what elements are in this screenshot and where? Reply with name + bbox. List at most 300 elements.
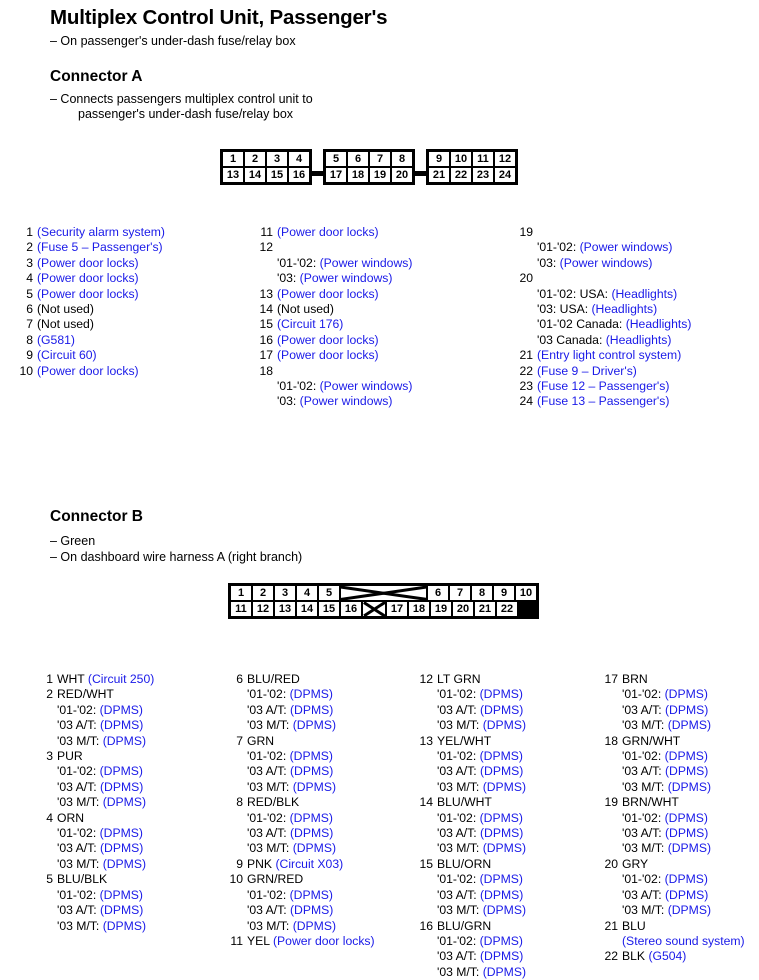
- pin-entry-header: [16, 348, 165, 363]
- pin-cell-1: 1: [231, 586, 251, 600]
- pin-entry-header: [416, 919, 526, 934]
- pin-entry-header: [256, 225, 412, 240]
- pin-variant-row: [537, 240, 691, 255]
- pin-entry-b-9: [226, 857, 375, 872]
- pin-variant-row: [57, 795, 154, 810]
- pin-cell-19: 19: [370, 168, 390, 182]
- pin-variant-condition: '03 A/T:: [57, 780, 100, 794]
- pin-entry-header: [16, 302, 165, 317]
- pin-entry-header: [601, 919, 745, 934]
- pin-number: 3: [36, 749, 53, 764]
- pin-entry-header: [16, 271, 165, 286]
- pin-variant-condition: '03 M/T:: [437, 965, 483, 979]
- pin-entry-a-21: [516, 348, 691, 363]
- pin-variant-destination: (DPMS): [100, 888, 143, 902]
- pin-wire-color: (Not used): [277, 302, 334, 316]
- connector-b-pinlist-column-2: [226, 672, 375, 949]
- pin-variant-row: [57, 903, 154, 918]
- pin-variant-row: [622, 841, 745, 856]
- pin-variant-row: [537, 317, 691, 332]
- pin-number: 14: [416, 795, 433, 810]
- pin-entry-a-23: [516, 379, 691, 394]
- pin-entry-header: [226, 734, 375, 749]
- pin-variant-condition: '03 A/T:: [247, 903, 290, 917]
- pin-variant-destination: (Headlights): [592, 302, 658, 316]
- pin-variant-row: [57, 919, 154, 934]
- pin-entry-a-16: [256, 333, 412, 348]
- pin-entry-header: [601, 949, 745, 964]
- pin-variant-condition: '01-'02:: [277, 256, 320, 270]
- pin-wire-color: BLU/ORN: [437, 857, 491, 871]
- pin-entry-b-6: [226, 672, 375, 734]
- pin-cell-18: 18: [409, 602, 429, 616]
- pin-entry-a-10: [16, 364, 165, 379]
- pin-variant-condition: '03 M/T:: [437, 780, 483, 794]
- pin-entry-b-20: [601, 857, 745, 919]
- pin-variant-condition: '01-'02:: [437, 872, 480, 886]
- pin-variant-condition: '03 A/T:: [247, 703, 290, 717]
- pin-variant-row: [247, 718, 375, 733]
- pin-variant-destination: (DPMS): [665, 749, 708, 763]
- pin-destination: (G581): [37, 333, 75, 347]
- blocked-cell-bottom: [363, 602, 385, 616]
- pin-variant-row: [437, 780, 526, 795]
- pin-variant-destination: (DPMS): [480, 764, 523, 778]
- pin-cell-21: 21: [475, 602, 495, 616]
- pin-variant-row: [247, 826, 375, 841]
- pin-entry-header: [256, 287, 412, 302]
- pin-cell-19: 19: [431, 602, 451, 616]
- pin-wire-color: RED/BLK: [247, 795, 299, 809]
- pin-number: 15: [256, 317, 273, 332]
- pin-variant-destination: (DPMS): [665, 872, 708, 886]
- pin-cell-13: 13: [275, 602, 295, 616]
- pin-variant-condition: '01-'02:: [437, 811, 480, 825]
- pin-variant-row: [247, 749, 375, 764]
- pin-wire-color: (Not used): [37, 317, 94, 331]
- pin-wire-color: PNK: [247, 857, 275, 871]
- pin-number: 11: [256, 225, 273, 240]
- pin-variant-destination: (DPMS): [480, 687, 523, 701]
- pin-number: 22: [601, 949, 618, 964]
- pin-number: 10: [226, 872, 243, 887]
- pin-wire-color: GRY: [622, 857, 648, 871]
- pin-cell-1: 1: [223, 152, 243, 166]
- pin-variant-destination: (DPMS): [293, 718, 336, 732]
- pin-variant-row: [622, 872, 745, 887]
- pin-destination: (Power door locks): [277, 333, 379, 347]
- pin-entry-header: [601, 672, 745, 687]
- pin-number: 8: [16, 333, 33, 348]
- pin-variant-condition: '03 A/T:: [622, 764, 665, 778]
- pin-entry-a-18: [256, 364, 412, 410]
- pin-number: 7: [16, 317, 33, 332]
- pin-cell-12: 12: [495, 152, 515, 166]
- pin-number: 21: [601, 919, 618, 934]
- pin-variant-destination: (DPMS): [293, 841, 336, 855]
- pin-number: 6: [16, 302, 33, 317]
- pin-number: 1: [16, 225, 33, 240]
- pin-variant-condition: '01-'02:: [247, 811, 290, 825]
- pin-variant-row: [622, 811, 745, 826]
- pin-entry-b-11: [226, 934, 375, 949]
- pin-variant-row: [437, 764, 526, 779]
- connector-b-subtitle-line1: – Green: [50, 534, 95, 548]
- pin-variant-row: [622, 687, 745, 702]
- pin-number: 23: [516, 379, 533, 394]
- pin-variant-condition: '01-'02: USA:: [537, 287, 611, 301]
- pin-variant-destination: (DPMS): [480, 703, 523, 717]
- pin-variant-condition: '01-'02 Canada:: [537, 317, 626, 331]
- pin-variant-row: [537, 287, 691, 302]
- pin-cell-14: 14: [245, 168, 265, 182]
- pin-variant-destination: (DPMS): [665, 826, 708, 840]
- pin-variant-row: [57, 734, 154, 749]
- pin-variant-destination: (DPMS): [483, 780, 526, 794]
- pin-variant-row: [277, 379, 412, 394]
- pin-variant-destination: (DPMS): [480, 749, 523, 763]
- pin-variant-destination: (DPMS): [100, 903, 143, 917]
- pin-entry-header: [416, 795, 526, 810]
- pin-variant-destination: (DPMS): [480, 826, 523, 840]
- pin-variant-destination: (DPMS): [483, 718, 526, 732]
- pin-variant-destination: (DPMS): [100, 826, 143, 840]
- pin-variant-row: [247, 764, 375, 779]
- pin-wire-color: BLU: [622, 919, 646, 933]
- pin-entry-header: [601, 795, 745, 810]
- pin-wire-color: BLU/WHT: [437, 795, 492, 809]
- pin-wire-color: BLU/BLK: [57, 872, 107, 886]
- connector-a-subtitle-line1: – Connects passengers multiplex control unit to: [50, 92, 313, 106]
- connector-a-subtitle-line2: passenger's under-dash fuse/relay box: [78, 107, 293, 121]
- pin-variant-destination: (DPMS): [665, 687, 708, 701]
- pin-cell-16: 16: [341, 602, 361, 616]
- pin-destination: (Fuse 5 – Passenger's): [37, 240, 163, 254]
- pin-variant-destination: (DPMS): [480, 811, 523, 825]
- blocked-cell-top: [341, 586, 426, 600]
- pin-variant-destination: (Headlights): [606, 333, 672, 347]
- pin-entry-header: [226, 672, 375, 687]
- pin-variant-destination: (DPMS): [100, 780, 143, 794]
- pin-entry-header: [256, 348, 412, 363]
- pin-cell-20: 20: [453, 602, 473, 616]
- pin-row-top: [231, 586, 536, 600]
- pin-variant-destination: (DPMS): [293, 919, 336, 933]
- connector-a-pinlist-column-2: [256, 225, 412, 410]
- pin-variant-condition: '01-'02:: [622, 687, 665, 701]
- pin-entry-b-18: [601, 734, 745, 796]
- pin-entry-header: [256, 333, 412, 348]
- pin-variant-destination: (DPMS): [480, 949, 523, 963]
- pin-variant-destination: (DPMS): [480, 872, 523, 886]
- pin-variant-condition: '01-'02:: [57, 826, 100, 840]
- pin-number: 5: [36, 872, 53, 887]
- pin-entry-header: [36, 672, 154, 687]
- pin-entry-header: [516, 271, 691, 286]
- pin-entry-a-17: [256, 348, 412, 363]
- pin-variant-row: [57, 703, 154, 718]
- pin-variant-condition: '03 A/T:: [437, 888, 480, 902]
- pin-variant-row: [247, 703, 375, 718]
- pin-cell-11: 11: [231, 602, 251, 616]
- pin-entry-header: [36, 687, 154, 702]
- pin-variant-condition: '03 A/T:: [622, 888, 665, 902]
- pin-entry-header: [416, 734, 526, 749]
- pin-variant-row: [622, 764, 745, 779]
- pin-variant-row: [537, 333, 691, 348]
- pin-entry-header: [256, 364, 412, 379]
- connector-b-subtitle-line2: – On dashboard wire harness A (right branch): [50, 550, 302, 564]
- pin-variant-destination: (DPMS): [103, 795, 146, 809]
- pin-variant-row: [622, 780, 745, 795]
- pin-entry-header: [601, 734, 745, 749]
- pin-entry-a-8: [16, 333, 165, 348]
- pin-number: 6: [226, 672, 243, 687]
- pin-entry-b-5: [36, 872, 154, 934]
- pin-variant-row: [537, 256, 691, 271]
- pin-variant-destination: (DPMS): [100, 703, 143, 717]
- pin-cell-12: 12: [253, 602, 273, 616]
- pin-number: 14: [256, 302, 273, 317]
- pin-entry-b-7: [226, 734, 375, 796]
- pin-variant-row: [57, 888, 154, 903]
- pin-cell-15: 15: [267, 168, 287, 182]
- pin-variant-destination: (DPMS): [103, 734, 146, 748]
- pin-variant-destination: (DPMS): [290, 749, 333, 763]
- pin-variant-destination: (Power windows): [560, 256, 653, 270]
- pin-entry-a-24: [516, 394, 691, 409]
- pin-variant-destination: (DPMS): [668, 903, 711, 917]
- pin-variant-row: [277, 256, 412, 271]
- pin-cell-4: 4: [289, 152, 309, 166]
- pin-number: 13: [416, 734, 433, 749]
- pin-variant-row: [622, 903, 745, 918]
- page-subtitle: – On passenger's under-dash fuse/relay box: [50, 34, 296, 48]
- pin-variant-destination: (DPMS): [483, 903, 526, 917]
- connector-b-title: Connector B: [50, 508, 143, 526]
- pin-entry-header: [16, 287, 165, 302]
- pin-entry-header: [36, 872, 154, 887]
- pin-destination: (Power door locks): [37, 271, 139, 285]
- pin-variant-row: [277, 271, 412, 286]
- pin-cell-6: 6: [348, 152, 368, 166]
- pin-number: 24: [516, 394, 533, 409]
- pin-variant-row: [437, 749, 526, 764]
- pin-entry-a-13: [256, 287, 412, 302]
- pin-variant-row: [247, 903, 375, 918]
- pin-variant-condition: '03 M/T:: [622, 780, 668, 794]
- pin-variant-row: [622, 718, 745, 733]
- pin-entry-b-1: [36, 672, 154, 687]
- pin-entry-a-4: [16, 271, 165, 286]
- pin-cell-7: 7: [370, 152, 390, 166]
- pin-entry-header: [256, 302, 412, 317]
- pin-variant-row: [437, 841, 526, 856]
- pin-destination: (Fuse 13 – Passenger's): [537, 394, 669, 408]
- pin-destination: (Power door locks): [273, 934, 375, 948]
- connector-a-pin-group-2: [323, 149, 415, 185]
- pin-entry-header: [516, 225, 691, 240]
- pin-entry-b-19: [601, 795, 745, 857]
- pin-entry-a-20: [516, 271, 691, 348]
- pin-entry-header: [16, 317, 165, 332]
- pin-row-bottom: [326, 168, 412, 182]
- pin-wire-color: (Not used): [37, 302, 94, 316]
- pin-variant-condition: '03 A/T:: [247, 826, 290, 840]
- pin-variant-destination: (DPMS): [483, 841, 526, 855]
- pin-variant-row: [437, 718, 526, 733]
- pin-variant-destination: (DPMS): [668, 841, 711, 855]
- pin-wire-color: ORN: [57, 811, 84, 825]
- pin-variant-condition: '03 A/T:: [57, 841, 100, 855]
- pin-cell-5: 5: [326, 152, 346, 166]
- pin-variant-destination: (DPMS): [480, 888, 523, 902]
- pin-entry-b-10: [226, 872, 375, 934]
- pin-variant-row: [622, 826, 745, 841]
- pin-variant-destination: (DPMS): [290, 903, 333, 917]
- pin-number: 2: [36, 687, 53, 702]
- pin-variant-destination: (DPMS): [103, 857, 146, 871]
- pin-number: 19: [516, 225, 533, 240]
- pin-entry-header: [226, 872, 375, 887]
- pin-destination: (Power door locks): [277, 348, 379, 362]
- pin-row-bottom: [231, 602, 536, 616]
- pin-number: 16: [416, 919, 433, 934]
- pin-cell-17: 17: [326, 168, 346, 182]
- pin-entry-header: [36, 749, 154, 764]
- pin-variant-destination: (DPMS): [100, 841, 143, 855]
- pin-variant-destination: (DPMS): [290, 764, 333, 778]
- pin-cell-13: 13: [223, 168, 243, 182]
- pin-cell-8: 8: [392, 152, 412, 166]
- pin-variant-condition: '03 M/T:: [57, 919, 103, 933]
- pin-destination: (Power door locks): [37, 256, 139, 270]
- pin-entry-b-17: [601, 672, 745, 734]
- pin-variant-condition: '01-'02:: [247, 749, 290, 763]
- pin-entry-header: [226, 795, 375, 810]
- pin-variant-destination: (Power windows): [320, 256, 413, 270]
- pin-entry-b-12: [416, 672, 526, 734]
- connector-a-pin-diagram: [220, 149, 518, 185]
- pin-variant-destination: (DPMS): [290, 888, 333, 902]
- pin-number: 15: [416, 857, 433, 872]
- pin-destination: (Circuit 250): [88, 672, 154, 686]
- pin-entry-header: [516, 379, 691, 394]
- pin-entry-header: [256, 240, 412, 255]
- pin-variant-condition: '01-'02:: [437, 749, 480, 763]
- pin-entry-header: [516, 348, 691, 363]
- pin-destination: (Circuit X03): [275, 857, 343, 871]
- pin-variant-condition: '03 M/T:: [437, 903, 483, 917]
- pin-variant-condition: '03 A/T:: [437, 764, 480, 778]
- pin-entry-header: [226, 857, 375, 872]
- pin-entry-a-12: [256, 240, 412, 286]
- pin-destination: (G504): [648, 949, 686, 963]
- pin-variant-condition: '03 M/T:: [437, 718, 483, 732]
- pin-entry-header: [16, 364, 165, 379]
- pin-entry-a-7: [16, 317, 165, 332]
- pin-entry-header: [16, 240, 165, 255]
- pin-variant-row: [622, 749, 745, 764]
- pin-variant-destination: (DPMS): [100, 764, 143, 778]
- pin-cell-2: 2: [245, 152, 265, 166]
- pin-number: 22: [516, 364, 533, 379]
- pin-variant-condition: '03 M/T:: [437, 841, 483, 855]
- pin-variant-row: [437, 826, 526, 841]
- pin-cell-10: 10: [516, 586, 536, 600]
- pin-variant-condition: '01-'02:: [247, 888, 290, 902]
- pin-wire-color: BRN: [622, 672, 648, 686]
- pin-variant-row: [57, 764, 154, 779]
- pin-variant-destination: (DPMS): [290, 826, 333, 840]
- pin-entry-header: [16, 333, 165, 348]
- pin-wire-color: GRN: [247, 734, 274, 748]
- pin-variant-row: [57, 841, 154, 856]
- pin-variant-condition: '03 M/T:: [247, 919, 293, 933]
- pin-variant-row: [437, 903, 526, 918]
- pin-destination: (Power door locks): [37, 364, 139, 378]
- pin-variant-condition: '03 M/T:: [57, 857, 103, 871]
- pin-wire-color: GRN/WHT: [622, 734, 680, 748]
- pin-number: 8: [226, 795, 243, 810]
- pin-cell-18: 18: [348, 168, 368, 182]
- pin-cell-3: 3: [267, 152, 287, 166]
- pin-entry-a-14: [256, 302, 412, 317]
- pin-entry-a-1: [16, 225, 165, 240]
- pin-entry-header: [516, 364, 691, 379]
- pin-entry-b-14: [416, 795, 526, 857]
- pin-destination: (Circuit 60): [37, 348, 97, 362]
- pin-variant-destination: (DPMS): [290, 687, 333, 701]
- pin-cell-5: 5: [319, 586, 339, 600]
- connector-b-pinlist-column-3: [416, 672, 526, 980]
- pin-variant-row: [57, 826, 154, 841]
- pin-entry-a-5: [16, 287, 165, 302]
- pin-variant-condition: '01-'02:: [277, 379, 320, 393]
- pin-wire-color: YEL/WHT: [437, 734, 491, 748]
- pin-variant-condition: '03 A/T:: [247, 764, 290, 778]
- pin-variant-condition: '03 M/T:: [57, 734, 103, 748]
- pin-variant-condition: '01-'02:: [622, 749, 665, 763]
- pin-number: 2: [16, 240, 33, 255]
- pin-entry-header: [516, 394, 691, 409]
- pin-variant-condition: '03 A/T:: [437, 949, 480, 963]
- pin-variant-condition: '03 A/T:: [622, 703, 665, 717]
- pin-variant-row: [437, 934, 526, 949]
- pin-variant-condition: '01-'02:: [247, 687, 290, 701]
- pin-variant-condition: '03 M/T:: [57, 795, 103, 809]
- pin-variant-row: [247, 687, 375, 702]
- pin-number: 20: [601, 857, 618, 872]
- pin-variant-row: [247, 780, 375, 795]
- pin-entry-header: [256, 317, 412, 332]
- pin-variant-condition: '03 Canada:: [537, 333, 606, 347]
- pin-wire-color: BLU/GRN: [437, 919, 491, 933]
- pin-number: 3: [16, 256, 33, 271]
- pin-variant-destination: (Headlights): [626, 317, 692, 331]
- pin-variant-row: [57, 718, 154, 733]
- pin-entry-b-22: [601, 949, 745, 964]
- pin-wire-color: RED/WHT: [57, 687, 114, 701]
- pin-variant-row: [57, 780, 154, 795]
- pin-variant-condition: '03 A/T:: [437, 826, 480, 840]
- pin-variant-condition: '01-'02:: [622, 811, 665, 825]
- pin-variant-condition: '03 M/T:: [622, 841, 668, 855]
- pin-variant-condition: '01-'02:: [622, 872, 665, 886]
- pin-variant-row: [437, 888, 526, 903]
- pin-variant-condition: '01-'02:: [537, 240, 580, 254]
- pin-number: 20: [516, 271, 533, 286]
